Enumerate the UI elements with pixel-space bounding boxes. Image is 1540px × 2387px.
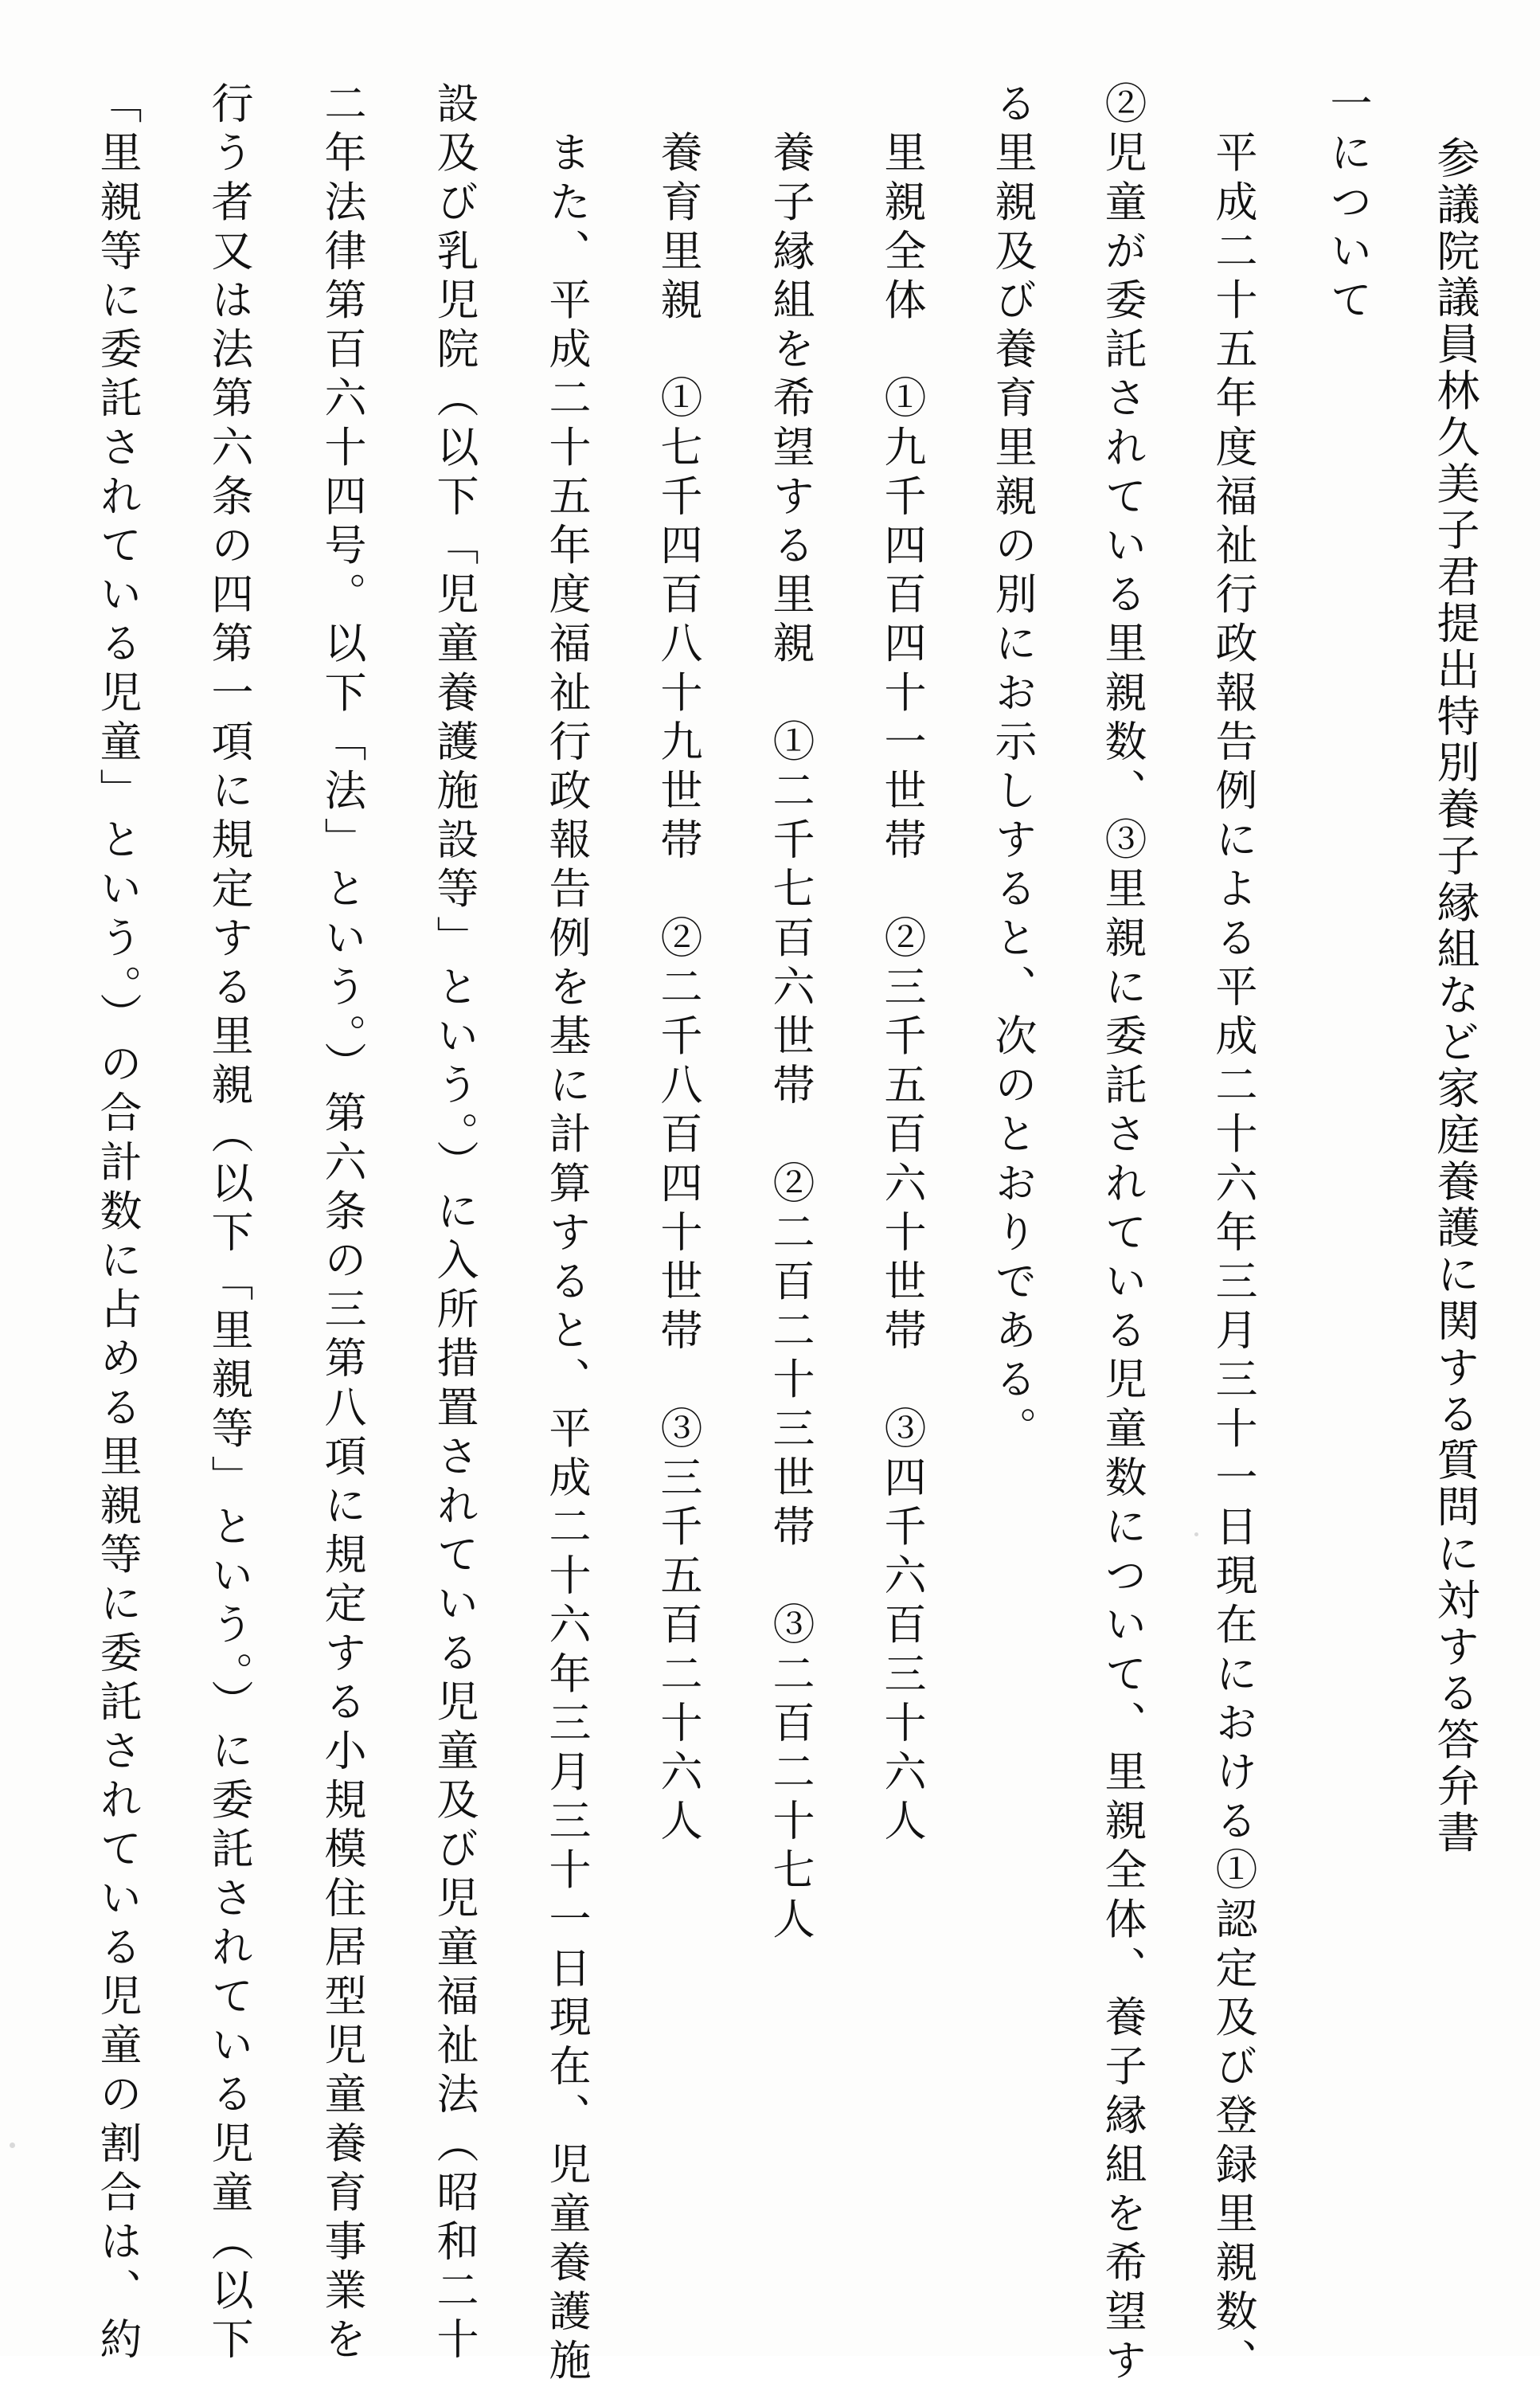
body-line-10: 行う者又は法第六条の四第一項に規定する里親（以下「里親等」という。）に委託されている児童（以下 [205,81,253,2366]
body-line-6: 養育里親 ①七千四百八十九世帯 ②二千八百四十世帯 ③三千五百二十六人 [654,81,702,1848]
body-line-3: る里親及び養育里親の別にお示しすると、次のとおりである。 [988,81,1037,1455]
body-line-7: また、平成二十五年度福祉行政報告例を基に計算すると、平成二十六年三月三十一日現在、児童養護施 [542,81,591,2387]
body-line-2: ②児童が委託されている里親数、③里親に委託されている児童数について、里親全体、養子縁組を希望す [1098,81,1147,2387]
document-title: 参議院議員林久美子君提出特別養子縁組など家庭養護に関する質問に対する答弁書 [1430,135,1480,1857]
body-line-1: 平成二十五年度福祉行政報告例による平成二十六年三月三十一日現在における①認定及び登録里親数、 [1209,81,1257,2387]
body-line-5: 養子縁組を希望する里親 ①二千七百六世帯 ②二百二十三世帯 ③二百二十七人 [766,81,815,1946]
body-line-4: 里親全体 ①九千四百四十一世帯 ②三千五百六十世帯 ③四千六百三十六人 [877,81,926,1848]
body-line-9: 二年法律第百六十四号。以下「法」という。）第六条の三第八項に規定する小規模住居型児童養育事業を [318,81,366,2366]
scan-speck [10,2142,15,2148]
scan-speck [1194,1532,1198,1536]
body-line-11: 「里親等に委託されている児童」という。）の合計数に占める里親等に委託されている児童の割合は、約 [93,81,142,2366]
section-heading: 一について [1323,81,1372,327]
body-line-8: 設及び乳児院（以下「児童養護施設等」という。）に入所措置されている児童及び児童福祉法（昭和二十 [430,81,479,2366]
